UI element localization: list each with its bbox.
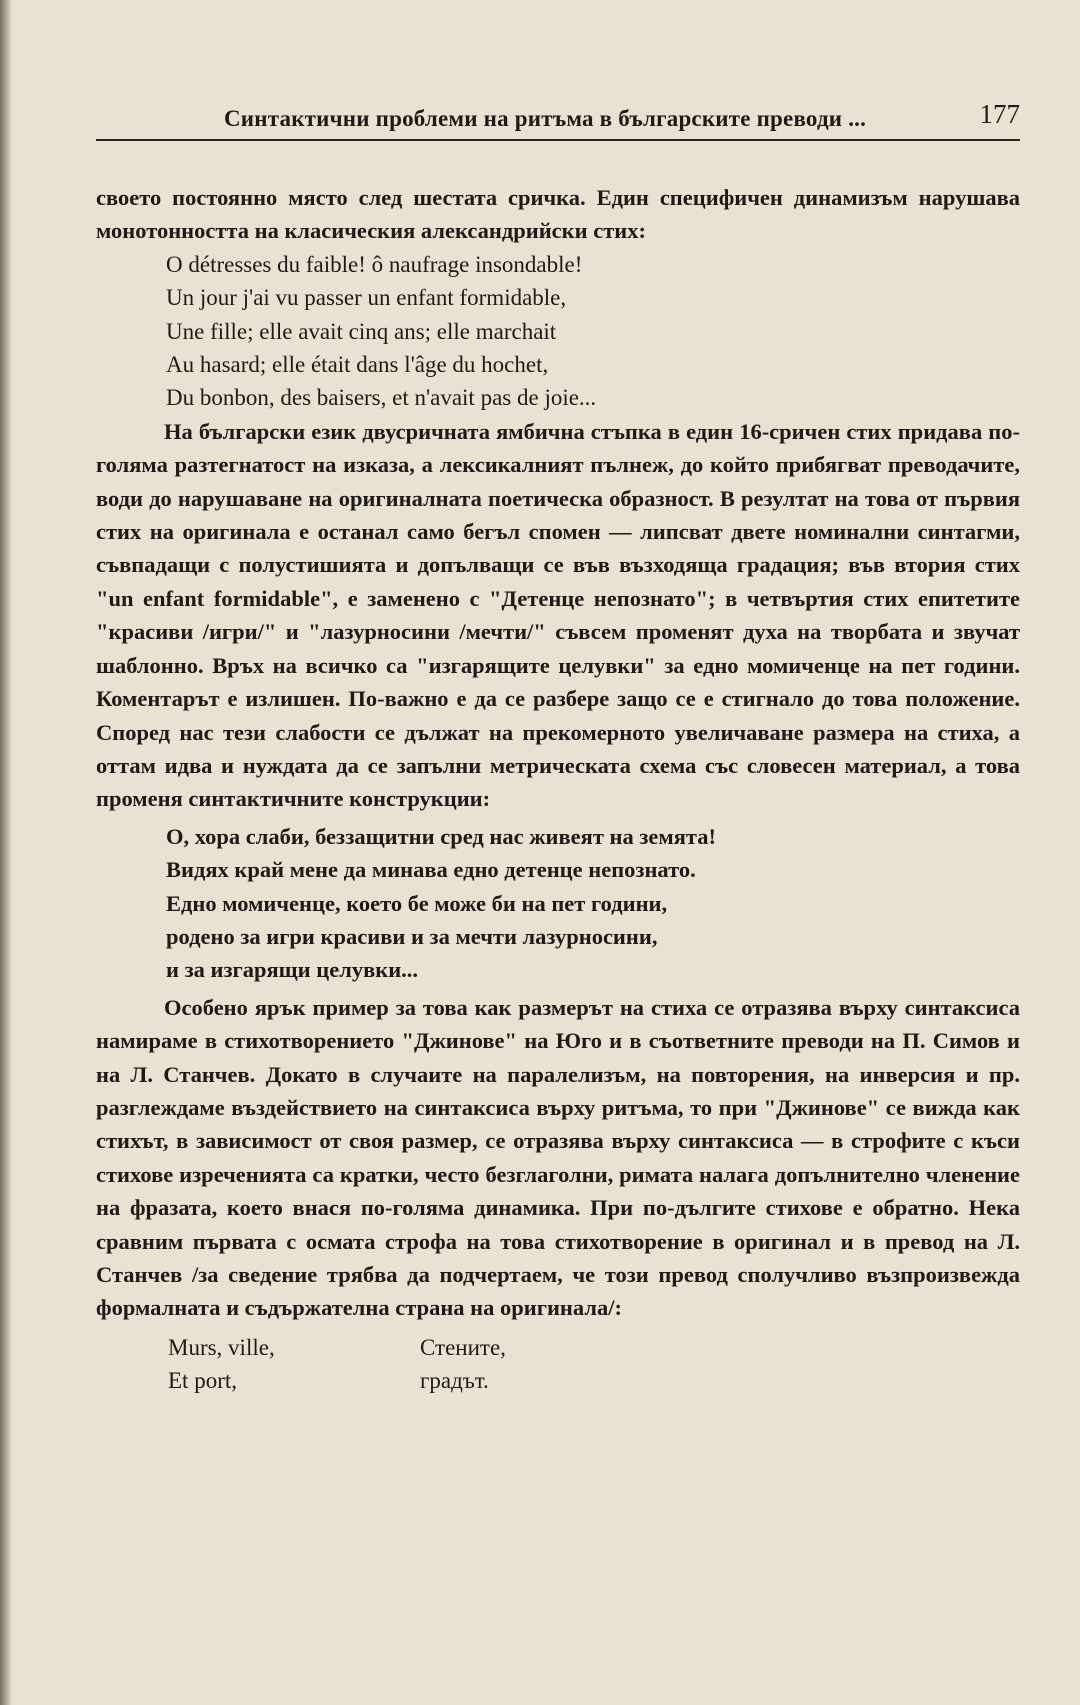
verse-line: O détresses du faible! ô naufrage insondable!: [166, 251, 583, 277]
original-line: Et port,: [168, 1368, 237, 1394]
french-verse: [96, 248, 1020, 415]
book-spine-shadow: [0, 0, 12, 1705]
paragraph-2: На български език двусричната ямбична стъпка в един 16-сричен стих придава по-голяма разтегнатост на изказа, а лексикалният пълнеж, до който прибягват преводачите, води до нарушаване на оригиналната поетическа образност. В резултат на това от първия стих на оригинала е останал само бегъл спомен — липсват двете номинални синтагми, съвпадащи с полустишията и допълващи се във възходяща градация; във втория стих "un enfant formidable", е заменено с "Детенце непознато"; в четвъртия стих епитетите "красиви /игри/" и "лазурносини /мечти/" съвсем променят духа на творбата и звучат шаблонно. Връх на всичко са "изгарящите целувки" за едно момиченце на пет години. Коментарът е излишен. По-важно е да се разбере защо се е стигнало до това положение. Според нас тези слабости се дължат на прекомерното увеличаване размера на стиха, а оттам идва и нуждата да се запълни метрическата схема със словесен материал, а това променя синтактичните конструкции:: [96, 418, 1020, 812]
verse-line: Un jour j'ai vu passer un enfant formidable,: [166, 285, 567, 311]
paragraph-1: своето постоянно място след шестата сричка. Един специфичен динамизъм нарушава монотонността на класическия александрийски стих:: [96, 185, 1020, 244]
verse-line: родено за игри красиви и за мечти лазурносини,: [166, 923, 658, 949]
comparison-row: [168, 1364, 1020, 1397]
page: [96, 95, 1020, 1398]
verse-line: Видях край мене да минава едно детенце непознато.: [166, 857, 696, 883]
page-number: 177: [979, 99, 1020, 129]
verse-line: и за изгарящи целувки...: [166, 957, 419, 983]
verse-line: Du bonbon, des baisers, et n'avait pas de joie...: [166, 385, 597, 411]
verse-line: О, хора слаби, беззащитни сред нас живеят на земята!: [166, 823, 716, 849]
comparison-row: [168, 1331, 1020, 1364]
translation-line: градът.: [420, 1368, 489, 1394]
translation-line: Стените,: [420, 1334, 506, 1360]
bulgarian-verse: [96, 820, 1020, 987]
paragraph-3: Особено ярък пример за това как размерът на стиха се отразява върху синтаксиса намираме в стихотворението "Джинове" на Юго и в съответните преводи на П. Симов и на Л. Станчев. Докато в случаите на паралелизъм, на повторения, на инверсия и пр. разглеждаме въздействието на синтаксиса върху ритъма, то при "Джинове" се вижда как стихът, в зависимост от своя размер, се отразява върху синтаксиса — в строфите с къси стихове изреченията са кратки, често безглаголни, римата налага допълнително членение на фразата, което внася по-голяма динамика. При по-дългите стихове е обратно. Нека сравним първата с осмата строфа на това стихотворение в оригинал и в превод на Л. Станчев /за сведение трябва да подчертаем, че този превод сполучливо възпроизвежда формалната и съдържателна страна на оригинала/:: [96, 994, 1020, 1321]
original-line: Murs, ville,: [168, 1334, 275, 1360]
running-head: [96, 95, 1020, 141]
verse-line: Au hasard; elle était dans l'âge du hochet,: [166, 352, 549, 378]
verse-line: Едно момиченце, което бе може би на пет години,: [166, 890, 668, 916]
verse-line: Une fille; elle avait cinq ans; elle marchait: [166, 318, 557, 344]
body-text: [96, 181, 1020, 1398]
verse-comparison: [96, 1331, 1020, 1398]
running-title: Синтактични проблеми на ритъма в българските преводи ...: [224, 106, 867, 131]
